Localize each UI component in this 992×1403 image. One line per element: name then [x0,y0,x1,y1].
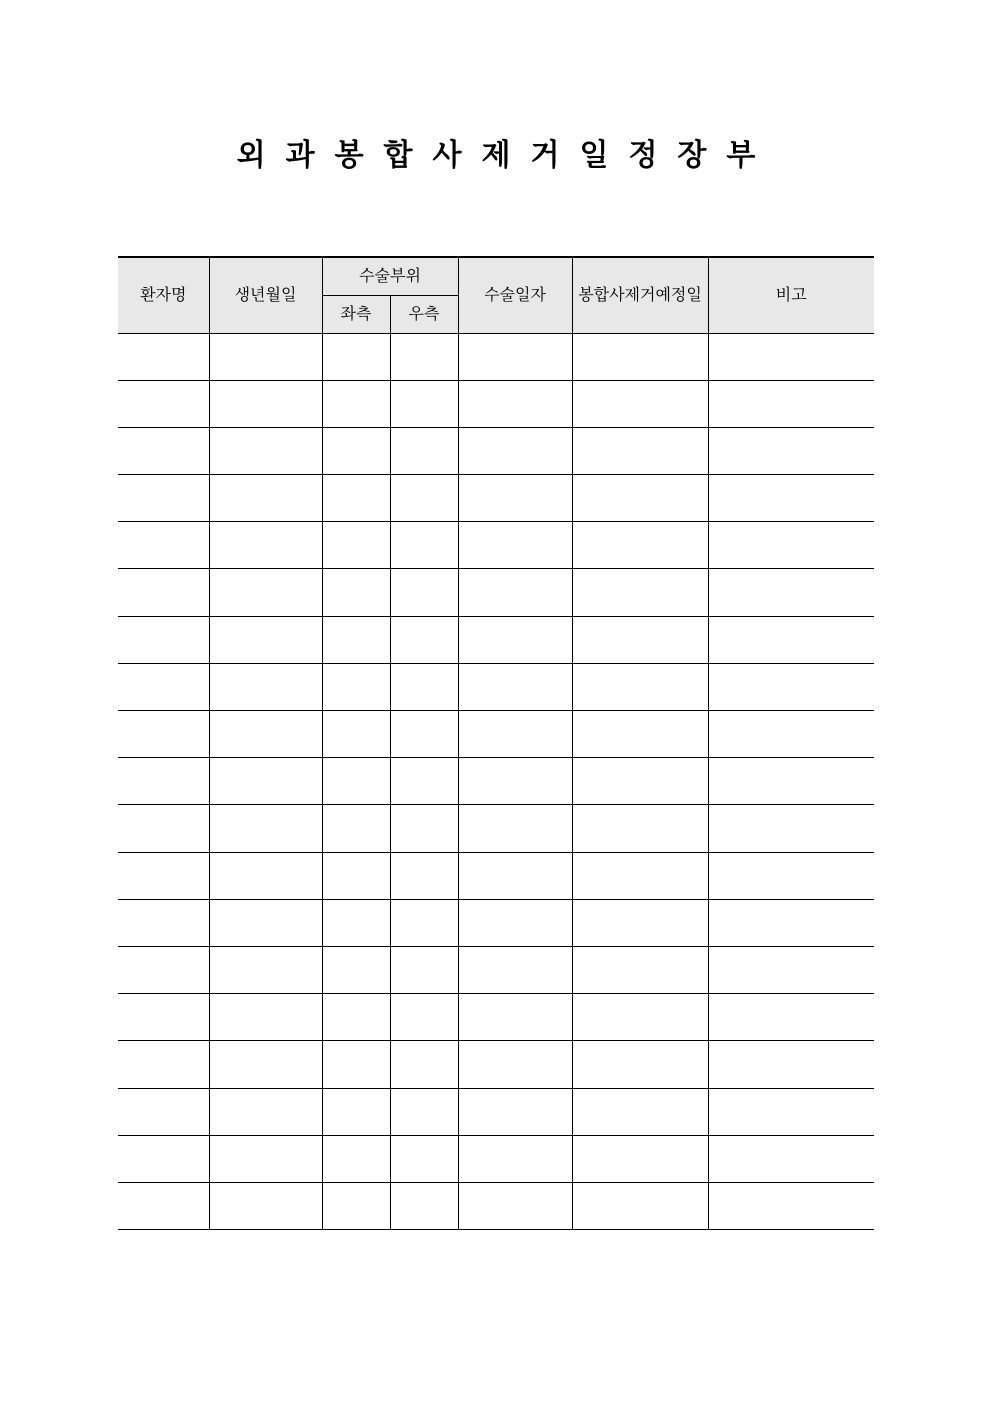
right-side-cell[interactable] [390,522,458,569]
suture-removal-date-cell[interactable] [572,427,708,474]
birth-date-cell[interactable] [209,852,322,899]
surgery-date-cell[interactable] [458,711,572,758]
header-surgery-date: 수술일자 [458,257,572,333]
header-birth-date: 생년월일 [209,257,322,333]
left-side-cell[interactable] [322,899,390,946]
surgery-date-cell[interactable] [458,427,572,474]
right-side-cell[interactable] [390,475,458,522]
right-side-cell[interactable] [390,1182,458,1229]
table-row [118,994,874,1041]
birth-date-cell[interactable] [209,663,322,710]
left-side-cell[interactable] [322,711,390,758]
remarks-cell[interactable] [708,380,874,427]
table-row [118,569,874,616]
remarks-cell[interactable] [708,1088,874,1135]
table-body [118,333,874,1230]
patient-name-cell[interactable] [118,1182,209,1229]
surgery-date-cell[interactable] [458,522,572,569]
suture-removal-date-cell[interactable] [572,1182,708,1229]
table-row [118,616,874,663]
header-left-side: 좌측 [322,295,390,333]
remarks-cell[interactable] [708,427,874,474]
right-side-cell[interactable] [390,899,458,946]
header-surgery-site: 수술부위 [322,257,458,295]
right-side-cell[interactable] [390,333,458,380]
header-right-side: 우측 [390,295,458,333]
surgery-date-cell[interactable] [458,1182,572,1229]
remarks-cell[interactable] [708,1182,874,1229]
table-row [118,380,874,427]
birth-date-cell[interactable] [209,899,322,946]
left-side-cell[interactable] [322,333,390,380]
table-row [118,1182,874,1229]
patient-name-cell[interactable] [118,758,209,805]
birth-date-cell[interactable] [209,569,322,616]
table-row [118,711,874,758]
patient-name-cell[interactable] [118,569,209,616]
surgery-date-cell[interactable] [458,475,572,522]
surgery-date-cell[interactable] [458,805,572,852]
remarks-cell[interactable] [708,616,874,663]
right-side-cell[interactable] [390,805,458,852]
right-side-cell[interactable] [390,1041,458,1088]
table-row [118,475,874,522]
header-remarks: 비고 [708,257,874,333]
remarks-cell[interactable] [708,852,874,899]
suture-removal-date-cell[interactable] [572,711,708,758]
page-title: 외과봉합사제거일정장부 [236,138,776,173]
surgery-date-cell[interactable] [458,758,572,805]
left-side-cell[interactable] [322,1088,390,1135]
surgery-date-cell[interactable] [458,1041,572,1088]
left-side-cell[interactable] [322,427,390,474]
table-row [118,758,874,805]
right-side-cell[interactable] [390,1135,458,1182]
surgery-date-cell[interactable] [458,616,572,663]
remarks-cell[interactable] [708,946,874,993]
birth-date-cell[interactable] [209,994,322,1041]
birth-date-cell[interactable] [209,711,322,758]
birth-date-cell[interactable] [209,475,322,522]
table-row [118,805,874,852]
remarks-cell[interactable] [708,994,874,1041]
suture-removal-date-cell[interactable] [572,522,708,569]
left-side-cell[interactable] [322,805,390,852]
birth-date-cell[interactable] [209,522,322,569]
suture-removal-date-cell[interactable] [572,616,708,663]
left-side-cell[interactable] [322,616,390,663]
remarks-cell[interactable] [708,1135,874,1182]
patient-name-cell[interactable] [118,522,209,569]
suture-removal-date-cell[interactable] [572,663,708,710]
left-side-cell[interactable] [322,758,390,805]
right-side-cell[interactable] [390,758,458,805]
patient-name-cell[interactable] [118,852,209,899]
surgery-date-cell[interactable] [458,899,572,946]
suture-removal-date-cell[interactable] [572,994,708,1041]
left-side-cell[interactable] [322,663,390,710]
surgery-date-cell[interactable] [458,1135,572,1182]
patient-name-cell[interactable] [118,711,209,758]
surgery-date-cell[interactable] [458,380,572,427]
patient-name-cell[interactable] [118,333,209,380]
remarks-cell[interactable] [708,522,874,569]
patient-name-cell[interactable] [118,475,209,522]
header-suture-removal-date: 봉합사제거예정일 [572,257,708,333]
birth-date-cell[interactable] [209,1135,322,1182]
table-row [118,1088,874,1135]
left-side-cell[interactable] [322,380,390,427]
patient-name-cell[interactable] [118,380,209,427]
suture-removal-date-cell[interactable] [572,805,708,852]
birth-date-cell[interactable] [209,616,322,663]
surgery-date-cell[interactable] [458,663,572,710]
suture-removal-date-cell[interactable] [572,569,708,616]
table-row [118,522,874,569]
table-row [118,899,874,946]
right-side-cell[interactable] [390,852,458,899]
left-side-cell[interactable] [322,994,390,1041]
birth-date-cell[interactable] [209,333,322,380]
remarks-cell[interactable] [708,663,874,710]
birth-date-cell[interactable] [209,805,322,852]
suture-removal-date-cell[interactable] [572,380,708,427]
table-row [118,663,874,710]
patient-name-cell[interactable] [118,427,209,474]
suture-removal-schedule-table [118,256,874,1230]
left-side-cell[interactable] [322,1041,390,1088]
patient-name-cell[interactable] [118,663,209,710]
suture-removal-date-cell[interactable] [572,475,708,522]
birth-date-cell[interactable] [209,758,322,805]
table-row [118,852,874,899]
patient-name-cell[interactable] [118,994,209,1041]
patient-name-cell[interactable] [118,1041,209,1088]
remarks-cell[interactable] [708,333,874,380]
remarks-cell[interactable] [708,805,874,852]
left-side-cell[interactable] [322,569,390,616]
patient-name-cell[interactable] [118,1135,209,1182]
surgery-date-cell[interactable] [458,946,572,993]
right-side-cell[interactable] [390,427,458,474]
surgery-date-cell[interactable] [458,333,572,380]
left-side-cell[interactable] [322,1135,390,1182]
patient-name-cell[interactable] [118,946,209,993]
right-side-cell[interactable] [390,569,458,616]
left-side-cell[interactable] [322,852,390,899]
remarks-cell[interactable] [708,1041,874,1088]
suture-removal-date-cell[interactable] [572,946,708,993]
suture-removal-date-cell[interactable] [572,899,708,946]
right-side-cell[interactable] [390,616,458,663]
right-side-cell[interactable] [390,663,458,710]
right-side-cell[interactable] [390,711,458,758]
suture-removal-date-cell[interactable] [572,333,708,380]
birth-date-cell[interactable] [209,1088,322,1135]
suture-removal-date-cell[interactable] [572,758,708,805]
left-side-cell[interactable] [322,475,390,522]
birth-date-cell[interactable] [209,1041,322,1088]
remarks-cell[interactable] [708,711,874,758]
birth-date-cell[interactable] [209,1182,322,1229]
surgery-date-cell[interactable] [458,852,572,899]
right-side-cell[interactable] [390,946,458,993]
table-row [118,1041,874,1088]
left-side-cell[interactable] [322,1182,390,1229]
remarks-cell[interactable] [708,475,874,522]
birth-date-cell[interactable] [209,427,322,474]
surgery-date-cell[interactable] [458,994,572,1041]
suture-removal-date-cell[interactable] [572,1135,708,1182]
patient-name-cell[interactable] [118,805,209,852]
patient-name-cell[interactable] [118,899,209,946]
header-patient-name: 환자명 [118,257,209,333]
suture-removal-date-cell[interactable] [572,1041,708,1088]
remarks-cell[interactable] [708,569,874,616]
patient-name-cell[interactable] [118,1088,209,1135]
table-row [118,946,874,993]
right-side-cell[interactable] [390,1088,458,1135]
remarks-cell[interactable] [708,899,874,946]
remarks-cell[interactable] [708,758,874,805]
table-row [118,427,874,474]
birth-date-cell[interactable] [209,380,322,427]
suture-removal-date-cell[interactable] [572,1088,708,1135]
surgery-date-cell[interactable] [458,569,572,616]
surgery-date-cell[interactable] [458,1088,572,1135]
table-row [118,333,874,380]
right-side-cell[interactable] [390,380,458,427]
suture-removal-date-cell[interactable] [572,852,708,899]
birth-date-cell[interactable] [209,946,322,993]
left-side-cell[interactable] [322,522,390,569]
left-side-cell[interactable] [322,946,390,993]
table-row [118,1135,874,1182]
right-side-cell[interactable] [390,994,458,1041]
patient-name-cell[interactable] [118,616,209,663]
